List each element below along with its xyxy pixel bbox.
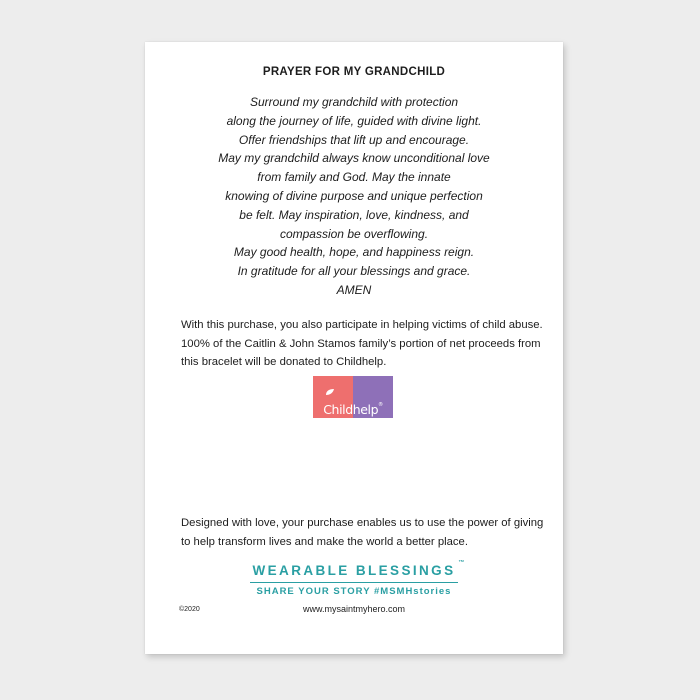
brand-block [145, 562, 563, 597]
prayer-line: May my grandchild always know unconditional love [218, 151, 490, 166]
hand-leaf-icon [325, 388, 335, 396]
brand-divider [250, 582, 458, 583]
prayer-line: knowing of divine purpose and unique perfection [225, 188, 483, 203]
prayer-line: compassion be overflowing. [279, 226, 429, 241]
prayer-line: Surround my grandchild with protection [249, 95, 459, 109]
prayer-line: Offer friendships that lift up and encourage. [238, 132, 470, 147]
prayer-line: along the journey of life, guided with divine light. [226, 113, 482, 128]
donation-paragraph: With this purchase, you also participate in helping victims of child abuse. 100% of the Caitlin & John Stamos family’s portion of net proceeds from this bracelet will be donated to Childhelp. [181, 319, 543, 368]
card-title: PRAYER FOR MY GRANDCHILD [262, 66, 446, 78]
brand-name: WEARABLE BLESSINGS ™ [252, 560, 465, 578]
prayer-line: In gratitude for all your blessings and grace. [237, 264, 471, 279]
prayer-line: be felt. May inspiration, love, kindness, and [239, 207, 469, 222]
copyright: ©2020 [179, 606, 200, 613]
closing-paragraph: Designed with love, your purchase enables us to use the power of giving to help transform lives and make the world a better place. [181, 517, 544, 548]
prayer-line: May good health, hope, and happiness reign. [233, 245, 475, 260]
prayer-line: from family and God. May the innate [257, 170, 451, 185]
prayer-text [165, 93, 543, 300]
brand-tagline: SHARE YOUR STORY #MSMHstories [256, 586, 452, 597]
childhelp-logo [313, 376, 393, 418]
prayer-amen: AMEN [336, 282, 372, 297]
prayer-card [145, 42, 563, 654]
website-url: www.mysaintmyhero.com [302, 604, 406, 614]
childhelp-wordmark: Childhelp® [323, 402, 383, 417]
